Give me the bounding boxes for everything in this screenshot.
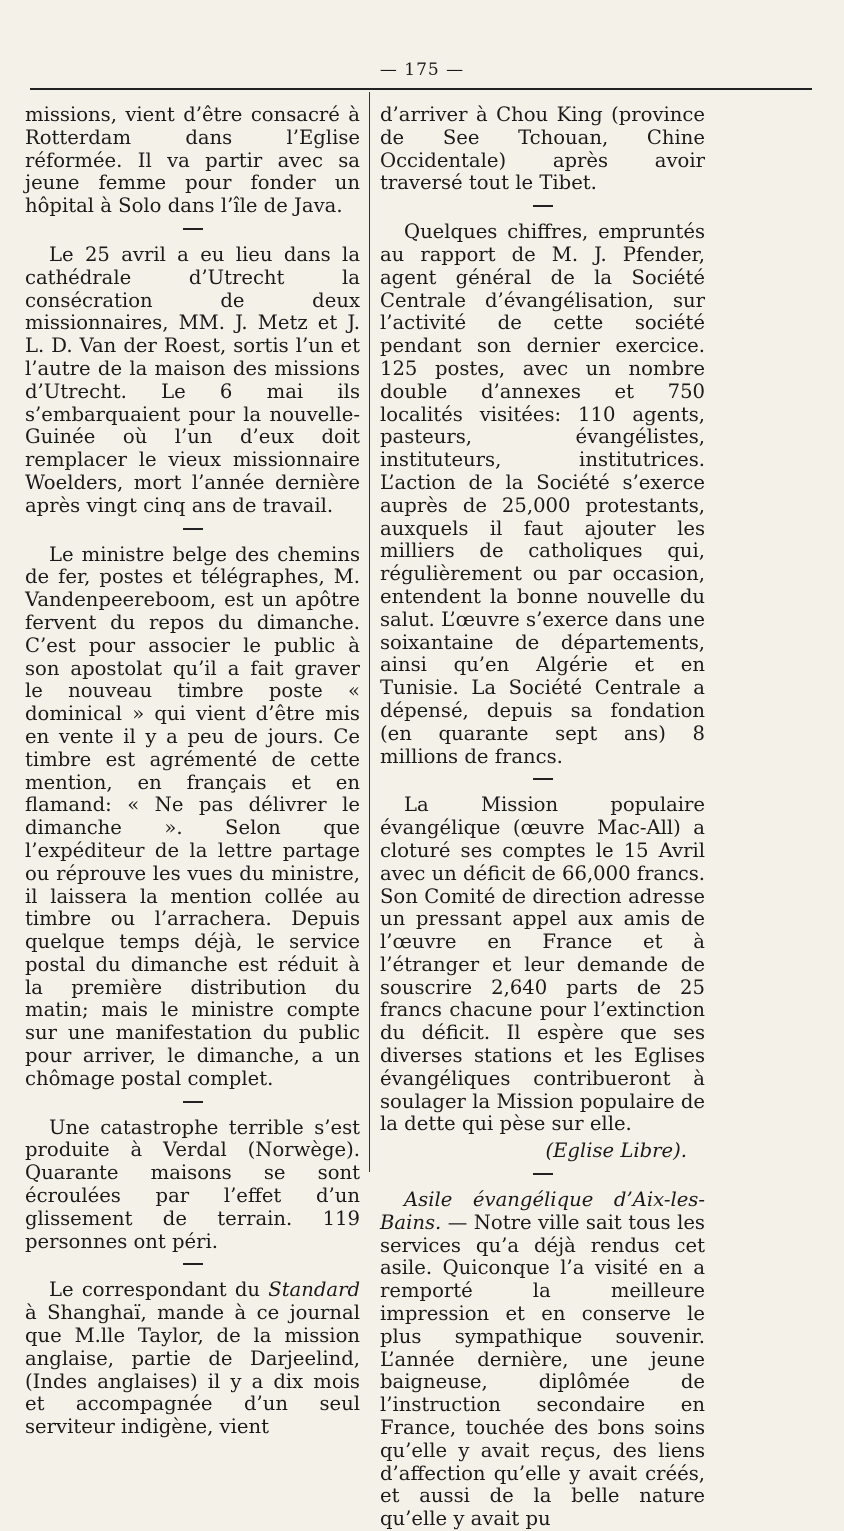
left-column: [25, 104, 360, 1439]
separator-dash: [183, 1263, 203, 1265]
separator-dash: [183, 528, 203, 530]
separator-dash: [183, 228, 203, 230]
paragraph-text: — Notre ville sait tous les services qu’a déjà rendus cet asile. Quiconque l’a visité en a remporté la meilleure impression et en conserve le plus sympathique souvenir. L’année dernière, une jeune baigneuse, diplômée de l’instruction secondaire en France, touchée des bons soins qu’elle y avait reçus, des liens d’affection qu’elle y avait créés, et aussi de la belle nature qu’elle y avait pu: [380, 1210, 705, 1531]
left-paragraph-3: Le ministre belge des chemins de fer, postes et télégraphes, M. Vandenpeereboom, est un apôtre fervent du repos du dimanche. C’est pour associer le public à son apostolat qu’il a fait graver le nouveau timbre poste « dominical » qui vient d’être mis en vente il y a peu de jours. Ce timbre est agrémenté de cette mention, en français et en flamand: « Ne pas délivrer le dimanche ». Selon que l’expéditeur de la lettre partage ou réprouve les vues du ministre, il laissera la mention collée au timbre ou l’arrachera. Depuis quelque temps déjà, le service postal du dimanche est réduit à la première distribution du matin; mais le ministre compte sur une manifestation du public pour arriver, le dimanche, a un chômage postal complet.: [25, 542, 360, 1090]
separator-dash: [533, 778, 553, 780]
separator-dash: [533, 205, 553, 207]
separator-dash: [183, 1101, 203, 1103]
right-column: [380, 104, 705, 1531]
right-paragraph-3: La Mission populaire évangélique (œuvre Mac-All) a cloturé ses comptes le 15 Avril avec un déficit de 66,000 francs. Son Comité de direction adresse un pressant appel aux amis de l’œuvre en France et à l’étranger et leur demande de souscrire 2,640 parts de 25 francs chacune pour l’extinction du déficit. Il espère que ses diverses stations et les Eglises évangéliques contribueront à soulager la Mission populaire de la dette qui pèse sur elle.: [380, 793, 705, 1136]
paragraph-text: à Shanghaï, mande à ce journal que M.lle Taylor, de la mission anglaise, partie de Darjeelind, (Indes anglaises) il y a dix mois et accompagnée d’un seul serviteur indigène, vient: [25, 1301, 360, 1439]
left-paragraph-5: [25, 1279, 360, 1439]
paragraph-text: Le correspondant du: [49, 1278, 269, 1302]
header-rule: [30, 88, 812, 90]
page-number: — 175 —: [379, 60, 465, 80]
separator-dash: [533, 1173, 553, 1175]
column-divider: [369, 92, 370, 1172]
article-title: Asile évangélique d’Aix-les-Bains.: [380, 1188, 705, 1234]
left-paragraph-1: missions, vient d’être consacré à Rotterdam dans l’Eglise réformée. Il va partir avec sa jeune femme pour fonder un hôpital à Solo dans l’île de Java.: [25, 103, 360, 218]
newspaper-title: Standard: [268, 1278, 360, 1302]
right-paragraph-4: [380, 1189, 705, 1531]
left-paragraph-2: Le 25 avril a eu lieu dans la cathédrale d’Utrecht la consécration de deux missionnaires, MM. J. Metz et J. L. D. Van der Roest, sortis l’un et l’autre de la maison des missions d’Utrecht. Le 6 mai ils s’embarquaient pour la nouvelle-Guinée où l’un d’eux doit remplacer le vieux missionnaire Woelders, mort l’année dernière après vingt cinq ans de travail.: [25, 242, 360, 517]
source-signature: (Eglise Libre).: [545, 1139, 687, 1163]
left-paragraph-4: Une catastrophe terrible s’est produite à Verdal (Norwège). Quarante maisons se sont écroulées par l’effet d’un glissement de terrain. 119 personnes ont péri.: [25, 1115, 360, 1253]
right-paragraph-2: Quelques chiffres, empruntés au rapport de M. J. Pfender, agent général de la Société Centrale d’évangélisation, sur l’activité de cette société pendant son dernier exercice. 125 postes, avec un nombre double d’annexes et 750 localités visitées: 110 agents, pasteurs, évangélistes, instituteurs, institutrices. L’action de la Société s’exerce auprès de 25,000 protestants, auxquels il faut ajouter les milliers de catholiques qui, régulièrement ou par occasion, entendent la bonne nouvelle du salut. L’œuvre s’exerce dans une soixantaine de départements, ainsi qu’en Algérie et en Tunisie. La Société Centrale a dépensé, depuis sa fondation (en quarante sept ans) 8 millions de francs.: [380, 220, 705, 768]
right-paragraph-1: d’arriver à Chou King (province de See Tchouan, Chine Occidentale) après avoir traversé tout le Tibet.: [380, 103, 705, 195]
